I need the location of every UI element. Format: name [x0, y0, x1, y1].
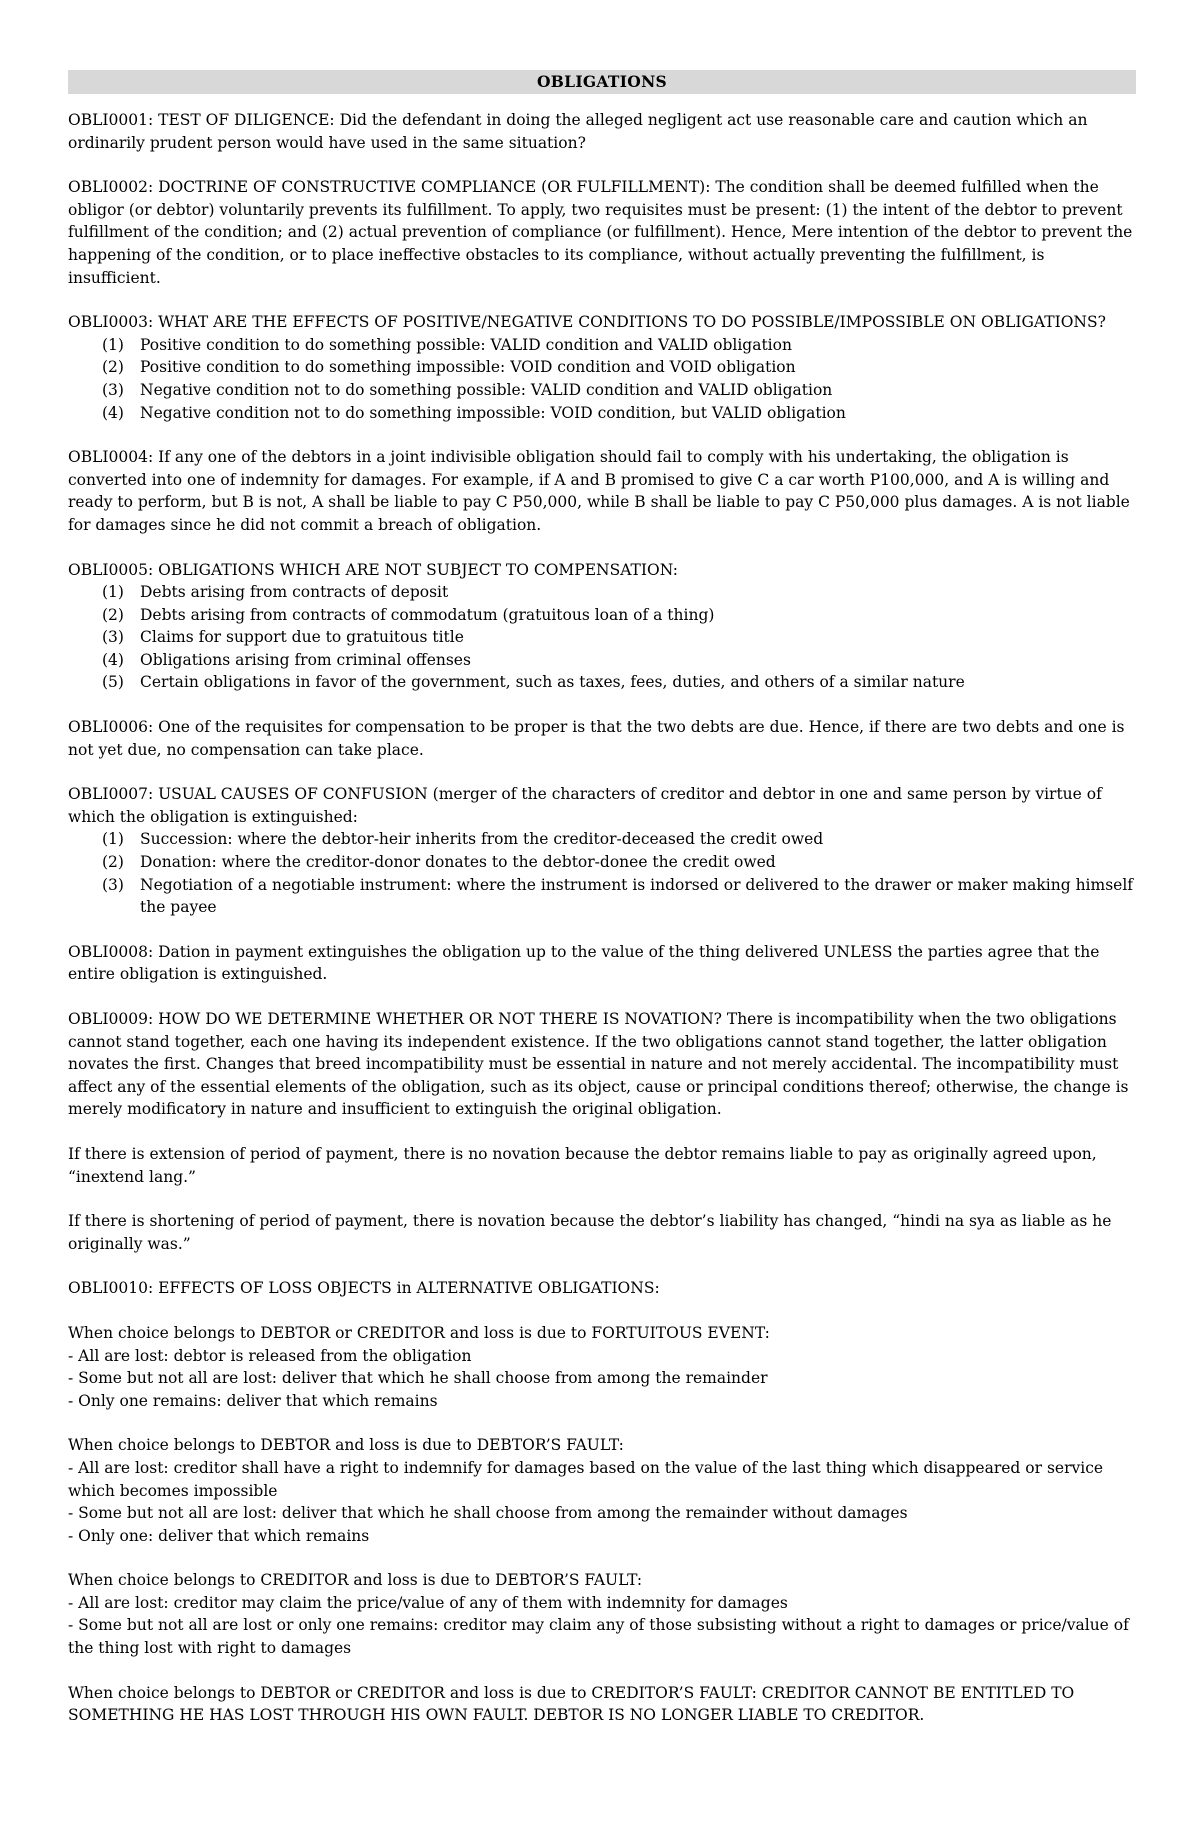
list-item	[68, 874, 1136, 919]
obli0005-heading: OBLI0005: OBLIGATIONS WHICH ARE NOT SUBJECT TO COMPENSATION:	[68, 560, 678, 579]
list-item-number: (1)	[102, 830, 124, 849]
fortuitous-event-case	[68, 1322, 1136, 1412]
list-item	[68, 851, 1136, 874]
debtor-choice-debtor-fault-case	[68, 1434, 1136, 1547]
list-item-number: (2)	[102, 358, 124, 377]
obli0008-paragraph: OBLI0008: Dation in payment extinguishes the obligation up to the value of the thing delivered UNLESS the parties agree that the entire obligation is extinguished.	[68, 942, 1100, 984]
list-item-number: (3)	[102, 628, 124, 647]
creditor-choice-debtor-fault-case	[68, 1569, 1136, 1659]
list-item-text: Positive condition to do something possible: VALID condition and VALID obligation	[140, 335, 792, 354]
list-item	[68, 604, 1136, 627]
list-item-text: Donation: where the creditor-donor donates to the debtor-donee the credit owed	[140, 853, 776, 872]
list-item-number: (4)	[102, 403, 124, 422]
novation-extension-paragraph: If there is extension of period of payment, there is no novation because the debtor remains liable to pay as originally agreed upon, “inextend lang.”	[68, 1144, 1097, 1186]
list-item	[68, 379, 1136, 402]
obli0003-heading: OBLI0003: WHAT ARE THE EFFECTS OF POSITIVE/NEGATIVE CONDITIONS TO DO POSSIBLE/IMPOSSIBLE ON OBLIGATIONS?	[68, 313, 1106, 332]
list-item-text: Debts arising from contracts of deposit	[140, 583, 449, 602]
obli0004-paragraph: OBLI0004: If any one of the debtors in a joint indivisible obligation should fail to comply with his undertaking, the obligation is converted into one of indemnity for damages. For example, if A and B promised to give C a car worth P100,000, and A is willing and ready to perform, but B is not, A shall be liable to pay C P50,000, while B shall be liable to pay C P50,000 plus damages. A is not liable for damages since he did not commit a breach of obligation.	[68, 448, 1130, 534]
list-item-number: (5)	[102, 673, 124, 692]
case-line: - All are lost: creditor shall have a right to indemnify for damages based on the value of the last thing which disappeared or service which becomes impossible	[68, 1458, 1104, 1500]
case-line: - All are lost: debtor is released from the obligation	[68, 1346, 472, 1365]
list-item	[68, 402, 1136, 425]
case-line: - Only one remains: deliver that which remains	[68, 1391, 438, 1410]
list-item-text: Negative condition not to do something impossible: VOID condition, but VALID obligation	[140, 403, 846, 422]
list-item-text: Negotiation of a negotiable instrument: where the instrument is indorsed or delivered to the drawer or maker making himself the payee	[140, 875, 1134, 917]
list-item-number: (2)	[102, 605, 124, 624]
case-line: - Only one: deliver that which remains	[68, 1526, 370, 1545]
obli0003-section	[68, 311, 1136, 424]
list-item-text: Succession: where the debtor-heir inherits from the creditor-deceased the credit owed	[140, 830, 824, 849]
creditor-fault-case: When choice belongs to DEBTOR or CREDITOR and loss is due to CREDITOR’S FAULT: CREDITOR CANNOT BE ENTITLED TO SOMETHING HE HAS LOST THROUGH HIS OWN FAULT. DEBTOR IS NO LONGER LIABLE TO CREDITOR.	[68, 1683, 1075, 1725]
list-item-text: Certain obligations in favor of the government, such as taxes, fees, duties, and others of a similar nature	[140, 673, 965, 692]
obli0007-section	[68, 783, 1136, 919]
case-line: - All are lost: creditor may claim the price/value of any of them with indemnity for damages	[68, 1593, 788, 1612]
case-line: - Some but not all are lost: deliver that which he shall choose from among the remainder	[68, 1369, 768, 1388]
list-item	[68, 581, 1136, 604]
novation-shortening-paragraph: If there is shortening of period of payment, there is novation because the debtor’s liability has changed, “hindi na sya as liable as he originally was.”	[68, 1212, 1112, 1253]
obli0010-heading: OBLI0010: EFFECTS OF LOSS OBJECTS in ALTERNATIVE OBLIGATIONS:	[68, 1279, 660, 1298]
list-item-text: Debts arising from contracts of commodatum (gratuitous loan of a thing)	[140, 605, 715, 624]
list-item-text: Negative condition not to do something possible: VALID condition and VALID obligation	[140, 380, 833, 399]
list-item	[68, 626, 1136, 649]
list-item	[68, 671, 1136, 694]
case-title: When choice belongs to DEBTOR or CREDITOR and loss is due to FORTUITOUS EVENT:	[68, 1323, 770, 1342]
list-item	[68, 649, 1136, 672]
obli0007-list	[68, 828, 1136, 918]
list-item-number: (1)	[102, 335, 124, 354]
list-item-text: Claims for support due to gratuitous title	[140, 628, 464, 647]
list-item-number: (2)	[102, 853, 124, 872]
list-item-number: (3)	[102, 875, 124, 894]
case-title: When choice belongs to DEBTOR and loss is due to DEBTOR’S FAULT:	[68, 1436, 624, 1455]
obli0003-list	[68, 334, 1136, 424]
case-title: When choice belongs to CREDITOR and loss is due to DEBTOR’S FAULT:	[68, 1571, 643, 1590]
obli0002-paragraph: OBLI0002: DOCTRINE OF CONSTRUCTIVE COMPLIANCE (OR FULFILLMENT): The condition shall be deemed fulfilled when the obligor (or debtor) voluntarily prevents its fulfillment. To apply, two requisites must be present: (1) the intent of the debtor to prevent fulfillment of the condition; and (2) actual prevention of compliance (or fulfillment). Hence, Mere intention of the debtor to prevent the happening of the condition, or to place ineffective obstacles to its compliance, without actually preventing the fulfillment, is insufficient.	[68, 178, 1133, 287]
obli0001-paragraph: OBLI0001: TEST OF DILIGENCE: Did the defendant in doing the alleged negligent act use reasonable care and caution which an ordinarily prudent person would have used in the same situation?	[68, 111, 1088, 152]
case-line: - Some but not all are lost or only one remains: creditor may claim any of those subsisting without a right to damages or price/value of the thing lost with right to damages	[68, 1616, 1129, 1658]
list-item-text: Obligations arising from criminal offenses	[140, 650, 471, 669]
list-item-number: (1)	[102, 583, 124, 602]
obli0007-heading: OBLI0007: USUAL CAUSES OF CONFUSION (merger of the characters of creditor and debtor in one and same person by virtue of which the obligation is extinguished:	[68, 785, 1102, 826]
obli0006-paragraph: OBLI0006: One of the requisites for compensation to be proper is that the two debts are due. Hence, if there are two debts and one is not yet due, no compensation can take place.	[68, 718, 1125, 759]
list-item	[68, 334, 1136, 357]
obli0005-list	[68, 581, 1136, 694]
list-item-number: (4)	[102, 650, 124, 669]
list-item-text: Positive condition to do something impossible: VOID condition and VOID obligation	[140, 358, 796, 377]
list-item	[68, 828, 1136, 851]
obli0005-section	[68, 559, 1136, 695]
list-item	[68, 356, 1136, 379]
list-item-number: (3)	[102, 380, 124, 399]
page-title: OBLIGATIONS	[68, 70, 1136, 94]
obli0009-paragraph: OBLI0009: HOW DO WE DETERMINE WHETHER OR NOT THERE IS NOVATION? There is incompatibility when the two obligations cannot stand together, each one having its independent existence. If the two obligations cannot stand together, the latter obligation novates the first. Changes that breed incompatibility must be essential in nature and not merely accidental. The incompatibility must affect any of the essential elements of the obligation, such as its object, cause or principal conditions thereof; otherwise, the change is merely modificatory in nature and insufficient to extinguish the original obligation.	[68, 1010, 1129, 1119]
case-line: - Some but not all are lost: deliver that which he shall choose from among the remainder without damages	[68, 1504, 908, 1523]
